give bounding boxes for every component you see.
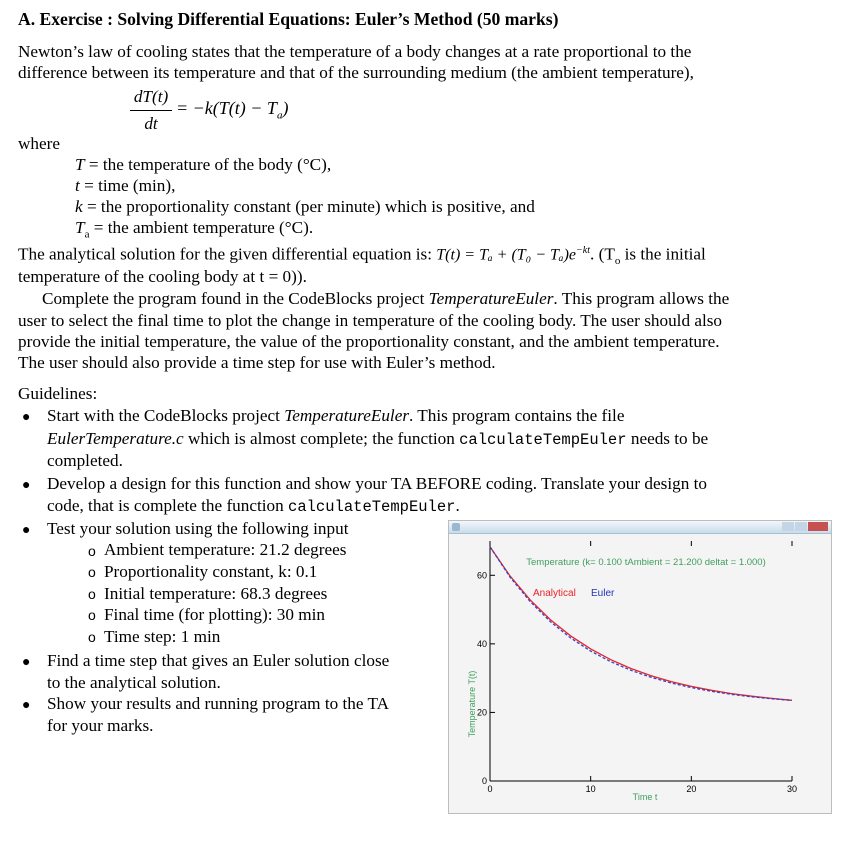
bullet-5-line-2: for your marks. xyxy=(47,716,154,735)
where-label: where xyxy=(18,134,60,153)
x-axis-label: Time t xyxy=(632,792,658,802)
bullet-icon: ● xyxy=(22,698,31,713)
bullet-2-line-2: code, that is complete the function calculateTempEuler. xyxy=(47,496,460,516)
y-axis-label: Temperature T(t) xyxy=(467,670,477,738)
bullet-2-line-1: Develop a design for this function and show your TA BEFORE coding. Translate your design to xyxy=(47,474,707,493)
definition-constant: k = the proportionality constant (per minute) which is positive, and xyxy=(75,197,535,216)
definition-temperature: T = the temperature of the body (°C), xyxy=(75,155,332,174)
bullet-1-line-1: Start with the CodeBlocks project TemperatureEuler. This program contains the file xyxy=(47,406,625,425)
window-controls xyxy=(781,522,829,532)
intro-line-2: difference between its temperature and that of the surrounding medium (the ambient temperature), xyxy=(18,63,694,82)
bullet-4-line-1: Find a time step that gives an Euler solution close xyxy=(47,651,390,670)
y-tick-label: 0 xyxy=(481,776,487,786)
y-tick-label: 20 xyxy=(476,707,487,718)
bullet-1-line-2: EulerTemperature.c which is almost complete; the function calculateTempEuler needs to be xyxy=(47,429,709,449)
plot-window-titlebar[interactable] xyxy=(449,521,831,534)
bullet-5-line-1: Show your results and running program to the TA xyxy=(47,694,390,713)
input-constant: Proportionality constant, k: 0.1 xyxy=(104,562,318,581)
bullet-icon: ● xyxy=(22,655,31,670)
paragraph-line-1: Complete the program found in the CodeBlocks project TemperatureEuler. This program allows the xyxy=(42,289,730,308)
chart-title: Temperature (k= 0.100 tAmbient = 21.200 deltat = 1.000) xyxy=(526,557,766,568)
equation-denominator: dt xyxy=(144,114,158,133)
input-final-time: Final time (for plotting): 30 min xyxy=(104,605,326,624)
bullet-1-line-3: completed. xyxy=(47,451,123,470)
y-tick-label: 40 xyxy=(476,638,487,649)
x-tick-label: 30 xyxy=(786,784,798,794)
bullet-3-line-1: Test your solution using the following input xyxy=(47,519,349,538)
x-tick-label: 10 xyxy=(585,784,596,794)
paragraph-line-4: The user should also provide a time step for use with Euler’s method. xyxy=(18,353,496,372)
sub-bullet-icon: o xyxy=(88,607,96,623)
analytical-solution-line: The analytical solution for the given differential equation is: $T(t) = T_a + (T_0 - T_a)e^{-kt}$. ($T_o$ is the initial xyxy=(18,244,706,268)
x-tick-label: 0 xyxy=(487,784,493,794)
bullet-icon: ● xyxy=(22,410,31,425)
sub-bullet-icon: o xyxy=(88,564,96,580)
definition-ambient: $T_a$ = the ambient temperature (°C). xyxy=(75,218,314,241)
sub-bullet-icon: o xyxy=(88,586,96,602)
input-time-step: Time step: 1 min xyxy=(104,627,221,646)
sub-bullet-icon: o xyxy=(88,629,96,645)
bullet-4-line-2: to the analytical solution. xyxy=(47,673,221,692)
analytical-solution-line-2: temperature of the cooling body at t = 0)). xyxy=(18,267,307,286)
temperature-plot xyxy=(449,534,831,813)
plot-window[interactable] xyxy=(448,520,832,814)
fraction-bar xyxy=(130,110,172,111)
guidelines-label: Guidelines: xyxy=(18,384,98,403)
input-initial: Initial temperature: 68.3 degrees xyxy=(104,584,328,603)
paragraph-line-3: provide the initial temperature, the value of the proportionality constant, and the ambient temperature. xyxy=(18,332,720,351)
exercise-title: A. Exercise : Solving Differential Equations: Euler’s Method (50 marks) xyxy=(18,9,559,29)
series-line-euler xyxy=(490,547,792,701)
bullet-icon: ● xyxy=(22,523,31,538)
plot-layer xyxy=(477,541,797,794)
definition-time: t = time (min), xyxy=(75,176,176,195)
window-app-icon xyxy=(452,523,460,531)
series-line-analytical xyxy=(490,547,792,701)
minimize-icon[interactable] xyxy=(782,522,794,531)
maximize-icon[interactable] xyxy=(795,522,807,531)
legend-euler: Euler xyxy=(591,588,615,599)
legend-analytical: Analytical xyxy=(533,588,576,599)
bullet-icon: ● xyxy=(22,478,31,493)
intro-line-1: Newton’s law of cooling states that the temperature of a body changes at a rate proportional to the xyxy=(18,42,692,61)
input-ambient: Ambient temperature: 21.2 degrees xyxy=(104,540,347,559)
paragraph-line-2: user to select the final time to plot the change in temperature of the cooling body. The user should also xyxy=(18,311,723,330)
sub-bullet-icon: o xyxy=(88,543,96,559)
close-icon[interactable] xyxy=(808,522,828,531)
equation-numerator: dT(t) xyxy=(133,87,169,106)
y-tick-label: 60 xyxy=(476,570,487,581)
x-tick-label: 20 xyxy=(686,784,697,794)
equation-rhs: = $-k(T(t) - T_a)$ xyxy=(176,98,289,122)
